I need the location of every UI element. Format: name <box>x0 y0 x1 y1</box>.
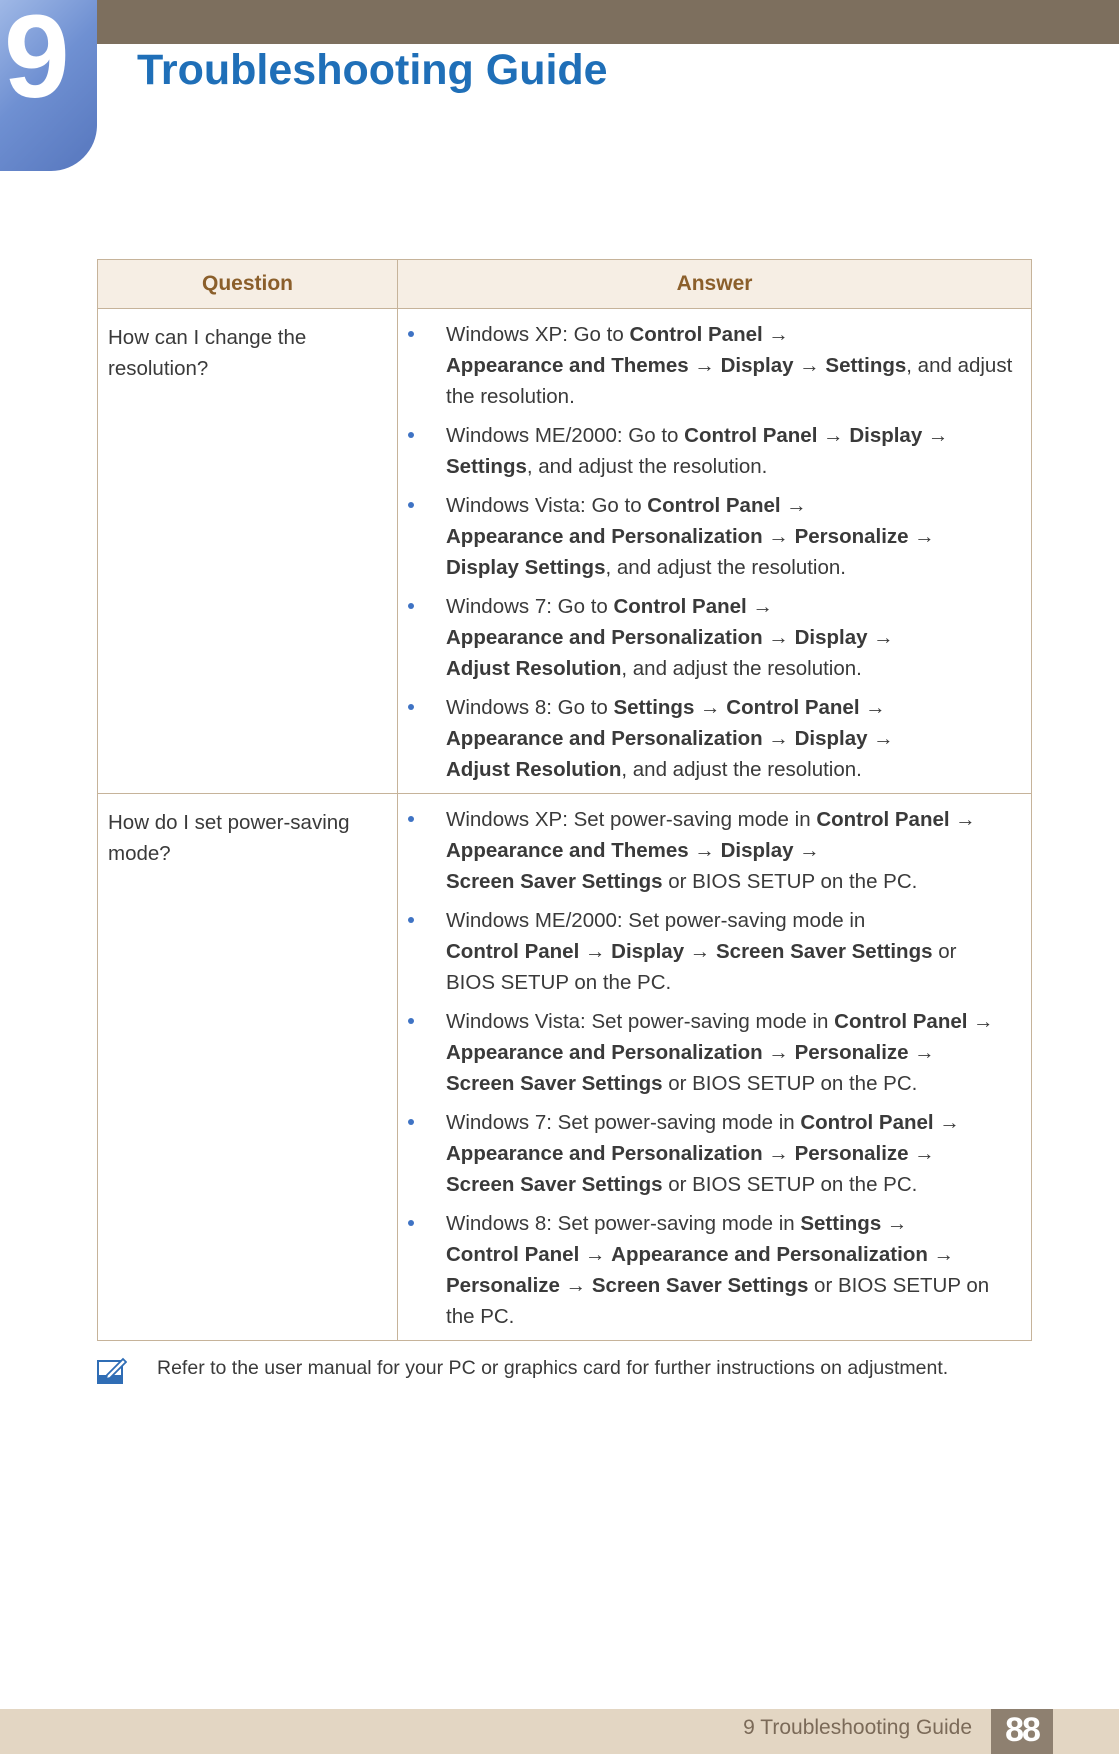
answer-text: , and adjust the resolution. <box>621 758 862 781</box>
arrow-separator: → <box>967 1010 994 1033</box>
answer-item <box>406 692 1019 785</box>
menu-path-term: Control Panel <box>816 808 950 831</box>
answer-list <box>406 804 1019 1332</box>
bullet-icon <box>408 1220 414 1226</box>
menu-path-term: Appearance and Personalization <box>611 1243 928 1266</box>
menu-path-term: Display <box>794 626 868 649</box>
answer-text: BIOS SETUP on the PC. <box>446 971 672 994</box>
arrow-separator: → <box>933 1111 960 1134</box>
answer-cell <box>398 794 1032 1341</box>
answer-text: Windows 7: Set power-saving mode in <box>446 1111 801 1134</box>
arrow-separator: → <box>949 808 976 831</box>
answer-item <box>406 804 1019 897</box>
chapter-tab <box>0 0 97 171</box>
menu-path-term: Settings <box>446 455 527 478</box>
answer-cell <box>398 309 1032 794</box>
answer-text: or BIOS SETUP on the PC. <box>662 1072 918 1095</box>
menu-path-term: Display <box>849 424 923 447</box>
bullet-icon <box>408 917 414 923</box>
answer-column-header: Answer <box>398 260 1032 309</box>
menu-path-term: Screen Saver Settings <box>716 940 933 963</box>
menu-path-term: Control Panel <box>629 323 763 346</box>
answer-text: Windows 7: Go to <box>446 595 614 618</box>
menu-path-term: Control Panel <box>800 1111 934 1134</box>
arrow-separator: → <box>881 1212 908 1235</box>
bullet-icon <box>408 331 414 337</box>
answer-text: or BIOS SETUP on the PC. <box>662 1173 918 1196</box>
arrow-separator: → <box>780 494 807 517</box>
bullet-icon <box>408 1018 414 1024</box>
bullet-icon <box>408 1119 414 1125</box>
arrow-separator: → <box>559 1274 592 1297</box>
table-row <box>98 794 1032 1341</box>
chapter-title: Troubleshooting Guide <box>137 46 608 94</box>
arrow-separator: → <box>579 1243 612 1266</box>
answer-text: Windows XP: Go to <box>446 323 630 346</box>
menu-path-term: Screen Saver Settings <box>446 870 663 893</box>
answer-text: Windows ME/2000: Set power-saving mode in <box>446 909 866 932</box>
menu-path-term: Control Panel <box>613 595 747 618</box>
arrow-separator: → <box>746 595 773 618</box>
answer-text: Windows Vista: Go to <box>446 494 648 517</box>
arrow-separator: → <box>684 940 716 963</box>
note-text: Refer to the user manual for your PC or graphics card for further instructions on adjustment. <box>157 1357 949 1379</box>
menu-path-term: Appearance and Personalization <box>446 727 763 750</box>
menu-path-term: Settings <box>800 1212 882 1235</box>
arrow-separator: → <box>688 354 721 377</box>
menu-path-term: Appearance and Personalization <box>446 525 763 548</box>
answer-text: Windows Vista: Set power-saving mode in <box>446 1010 835 1033</box>
arrow-separator: → <box>922 424 949 447</box>
answer-text: , and adjust the resolution. <box>526 455 768 478</box>
arrow-separator: → <box>817 424 850 447</box>
menu-path-term: Screen Saver Settings <box>446 1072 663 1095</box>
question-cell: How can I change the resolution? <box>98 309 398 794</box>
arrow-separator: → <box>762 525 795 548</box>
menu-path-term: Display <box>720 354 794 377</box>
menu-path-term: Screen Saver Settings <box>591 1274 809 1297</box>
question-column-header: Question <box>98 260 398 309</box>
answer-item <box>406 591 1019 684</box>
arrow-separator: → <box>694 696 727 719</box>
arrow-separator: → <box>793 354 826 377</box>
arrow-separator: → <box>688 839 721 862</box>
menu-path-term: Adjust Resolution <box>446 758 622 781</box>
question-cell: How do I set power-saving mode? <box>98 794 398 1341</box>
menu-path-term: Appearance and Themes <box>446 839 689 862</box>
answer-item <box>406 420 1019 482</box>
arrow-separator: → <box>762 323 789 346</box>
arrow-separator: → <box>762 1041 795 1064</box>
menu-path-term: Control Panel <box>684 424 818 447</box>
bullet-icon <box>408 603 414 609</box>
menu-path-term: Personalize <box>794 1142 909 1165</box>
arrow-separator: → <box>867 727 894 750</box>
table-header-row <box>98 260 1032 309</box>
answer-text: or BIOS SETUP on the PC. <box>662 870 918 893</box>
arrow-separator: → <box>908 1041 935 1064</box>
menu-path-term: Display <box>611 940 685 963</box>
answer-text: Windows 8: Set power-saving mode in <box>446 1212 801 1235</box>
bullet-icon <box>408 432 414 438</box>
answer-text: or <box>932 940 957 963</box>
arrow-separator: → <box>793 839 820 862</box>
answer-text: , and adjust the resolution. <box>446 354 1013 408</box>
table-row <box>98 309 1032 794</box>
arrow-separator: → <box>908 525 935 548</box>
arrow-separator: → <box>927 1243 955 1266</box>
menu-path-term: Control Panel <box>834 1010 968 1033</box>
bullet-icon <box>408 502 414 508</box>
arrow-separator: → <box>859 696 886 719</box>
menu-path-term: Screen Saver Settings <box>446 1173 663 1196</box>
menu-path-term: Display Settings <box>446 556 606 579</box>
menu-path-term: Control Panel <box>647 494 781 517</box>
menu-path-term: Appearance and Themes <box>446 354 689 377</box>
chapter-number: 9 <box>4 0 68 123</box>
menu-path-term: Appearance and Personalization <box>446 1041 763 1064</box>
bullet-icon <box>408 704 414 710</box>
footer-section-label: 9 Troubleshooting Guide <box>743 1716 972 1739</box>
answer-item <box>406 1107 1019 1200</box>
menu-path-term: Personalize <box>794 1041 909 1064</box>
arrow-separator: → <box>762 1142 795 1165</box>
menu-path-term: Settings <box>613 696 695 719</box>
top-header-bar <box>97 0 1119 44</box>
menu-path-term: Adjust Resolution <box>446 657 622 680</box>
menu-path-term: Display <box>794 727 868 750</box>
menu-path-term: Appearance and Personalization <box>446 626 763 649</box>
arrow-separator: → <box>579 940 612 963</box>
arrow-separator: → <box>908 1142 935 1165</box>
answer-text: , and adjust the resolution. <box>605 556 846 579</box>
answer-text: Windows 8: Go to <box>446 696 614 719</box>
answer-item <box>406 319 1019 412</box>
bullet-icon <box>408 816 414 822</box>
menu-path-term: Personalize <box>446 1274 560 1297</box>
answer-item <box>406 1006 1019 1099</box>
menu-path-term: Settings <box>825 354 907 377</box>
page-number: 88 <box>1005 1711 1039 1749</box>
answer-item <box>406 1208 1019 1332</box>
answer-text: Windows ME/2000: Go to <box>446 424 685 447</box>
menu-path-term: Personalize <box>794 525 909 548</box>
arrow-separator: → <box>867 626 894 649</box>
answer-text: , and adjust the resolution. <box>621 657 862 680</box>
arrow-separator: → <box>762 727 795 750</box>
menu-path-term: Display <box>720 839 794 862</box>
menu-path-term: Control Panel <box>446 940 580 963</box>
answer-list <box>406 319 1019 785</box>
menu-path-term: Control Panel <box>446 1243 580 1266</box>
qa-table <box>97 259 1032 1341</box>
menu-path-term: Appearance and Personalization <box>446 1142 763 1165</box>
menu-path-term: Control Panel <box>726 696 860 719</box>
note-pencil-icon <box>97 1357 127 1387</box>
answer-text: or BIOS SETUP on the PC. <box>446 1274 990 1328</box>
page-number-box <box>991 1709 1053 1754</box>
answer-item <box>406 905 1019 998</box>
answer-item <box>406 490 1019 583</box>
arrow-separator: → <box>762 626 795 649</box>
answer-text: Windows XP: Set power-saving mode in <box>446 808 817 831</box>
note-row <box>97 1355 1032 1391</box>
